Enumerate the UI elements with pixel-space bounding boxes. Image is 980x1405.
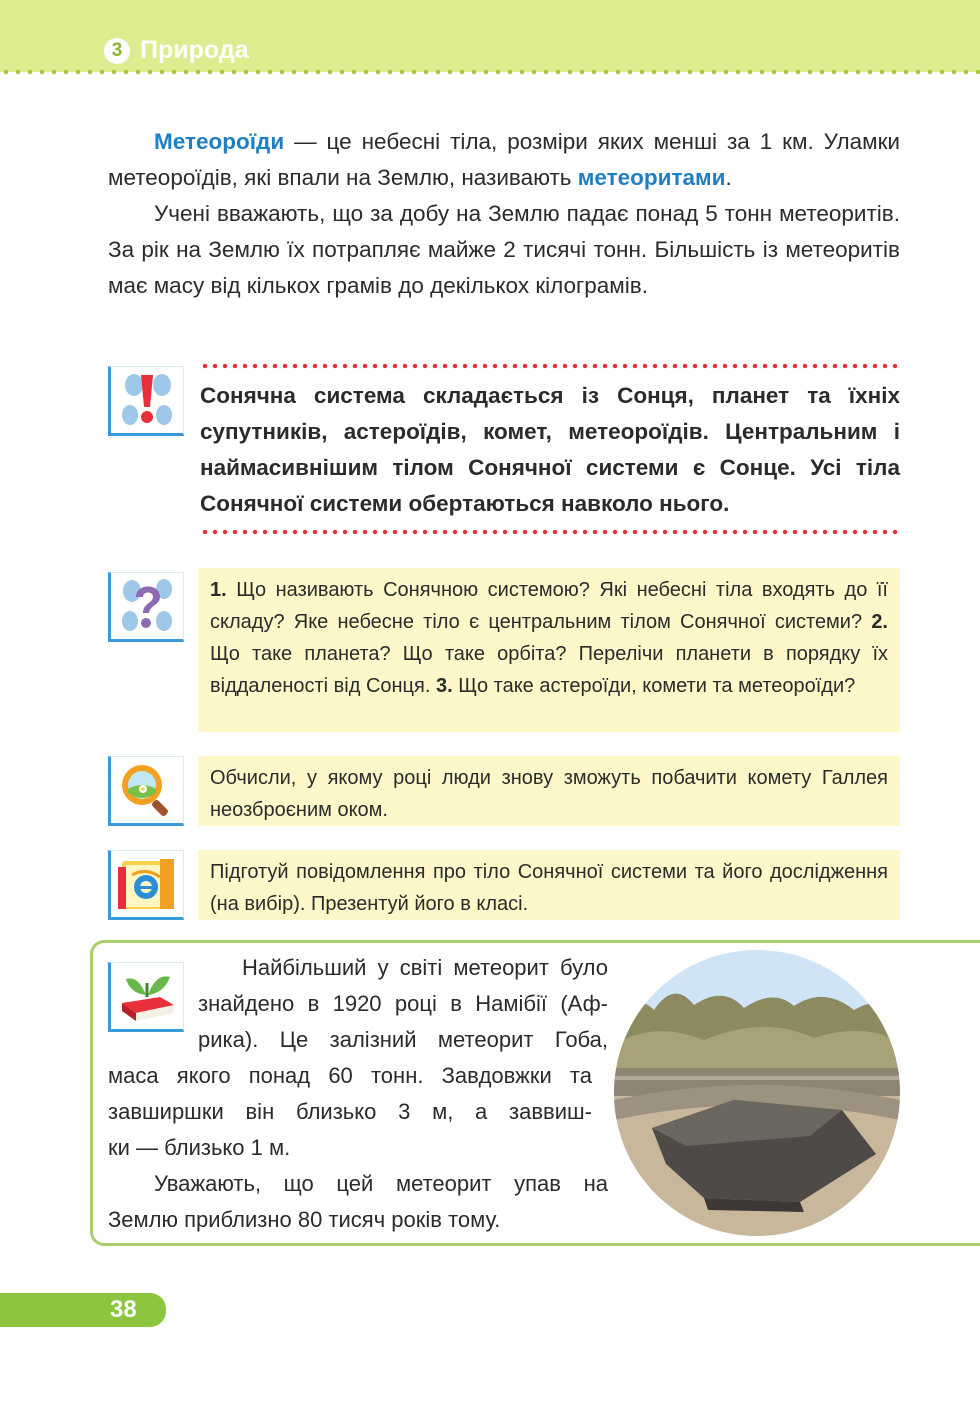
fact-line: Найбільший у світі метеорит було bbox=[242, 955, 608, 980]
question-number: 1. bbox=[210, 579, 227, 601]
report-task bbox=[198, 850, 900, 920]
questions-icon-box bbox=[108, 572, 184, 642]
fact-line: ки — близько 1 м. bbox=[108, 1135, 291, 1160]
fact-line: Уважають, що цей метеорит упав на bbox=[154, 1171, 608, 1196]
rule-text: Сонячна система складається із Сонця, планет та їхніх супутників, астероїдів, комет, метеороїдів. Центральним і наймасивнішим тілом Сонячної системи є Сонце. Усі тіла Сонячної системи обертаються навколо нього. bbox=[200, 383, 900, 516]
paragraph-text-end: . bbox=[725, 165, 732, 190]
compute-icon-box bbox=[108, 756, 184, 826]
chapter-number-badge: 3 bbox=[104, 38, 130, 64]
report-task-text: Підготуй повідомлення про тіло Сонячної системи та його дослідження (на вибір). Презентуй його в класі. bbox=[210, 861, 888, 915]
question-text: Що називають Сонячною системою? Які небесні тіла входять до її складу? Яке небесне тіло є центральним тілом Сонячної системи? bbox=[210, 579, 888, 633]
compute-task-text: Обчисли, у якому році люди знову зможуть побачити комету Галлея неозброєним оком. bbox=[210, 767, 888, 821]
magnifier-icon bbox=[116, 759, 178, 821]
fact-line: рика). Це залізний метеорит Гоба, bbox=[198, 1027, 608, 1052]
page-number: 38 bbox=[96, 1293, 166, 1327]
fact-line: маса якого понад 60 тонн. Завдовжки та bbox=[108, 1063, 592, 1088]
question-icon bbox=[116, 577, 178, 635]
paragraph-meteorite-mass bbox=[108, 196, 900, 304]
paragraph-meteoroids bbox=[108, 124, 900, 196]
rule-top-dots bbox=[200, 362, 900, 370]
fact-line: знайдено в 1920 році в Намібії (Аф- bbox=[198, 991, 608, 1016]
paragraph-text: — це небесні тіла, розміри яких менші за 1 км. Уламки метеороїдів, які впали на Землю, називають bbox=[108, 129, 900, 190]
browser-book-icon bbox=[116, 853, 178, 915]
exclamation-icon bbox=[116, 371, 178, 429]
chapter-title: Природа bbox=[140, 36, 249, 64]
chapter-heading bbox=[104, 36, 249, 65]
report-icon-box bbox=[108, 850, 184, 920]
fact-line: Землю приблизно 80 тисяч років тому. bbox=[108, 1207, 501, 1232]
paragraph-text: Учені вважають, що за добу на Землю падає понад 5 тонн метеоритів. За рік на Землю їх потрапляє майже 2 тисячі тонн. Більшість із метеоритів має масу від кількох грамів до декількох кілограмів. bbox=[108, 201, 900, 298]
rule-icon-box bbox=[108, 366, 184, 436]
fact-line: завширшки він близько 3 м, а заввиш- bbox=[108, 1099, 592, 1124]
compute-task bbox=[198, 756, 900, 826]
questions-block bbox=[198, 568, 900, 732]
term-meteoroids: Метеороїди bbox=[154, 129, 285, 154]
rule-bottom-dots bbox=[200, 528, 900, 536]
meteorite-photo bbox=[614, 950, 900, 1236]
fact-text bbox=[108, 950, 608, 1238]
question-text: Що таке планета? Що таке орбіта? Перелічи планети в порядку їх віддаленості від Сонця. bbox=[210, 643, 888, 697]
question-number: 2. bbox=[871, 611, 888, 633]
header-dotted-border bbox=[0, 68, 980, 76]
question-number: 3. bbox=[435, 675, 453, 697]
question-text: Що таке астероїди, комети та метеороїди? bbox=[452, 675, 856, 697]
page-number-band bbox=[0, 1293, 100, 1327]
term-meteorites: метеоритами bbox=[577, 165, 726, 190]
